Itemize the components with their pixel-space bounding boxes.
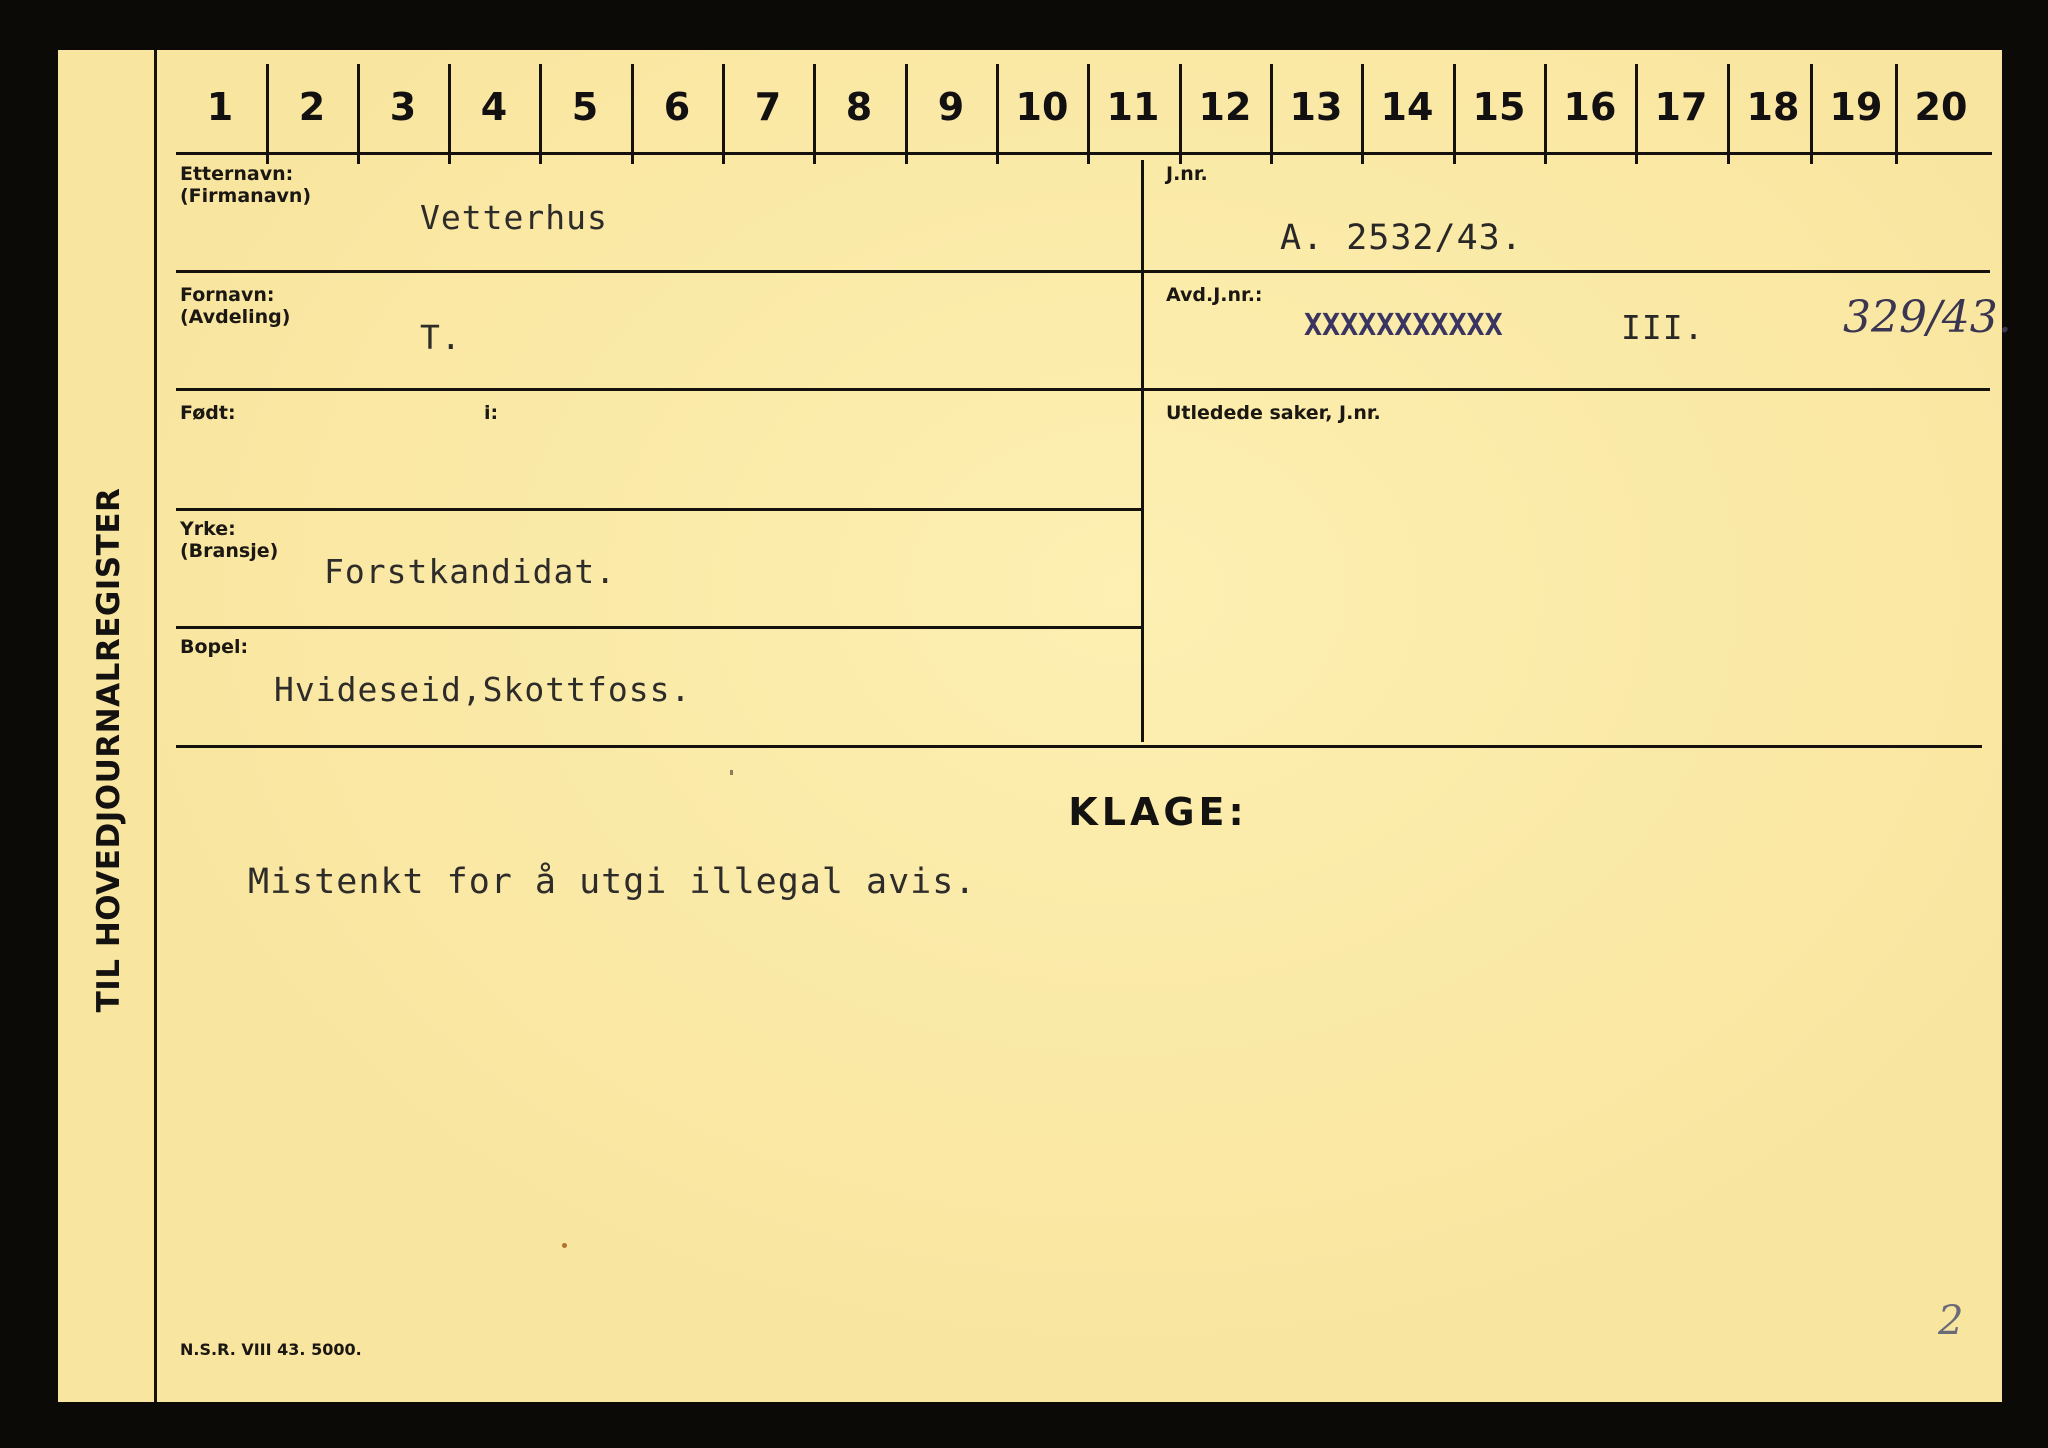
column-number: 6	[663, 85, 691, 129]
column-number: 8	[845, 85, 873, 129]
fornavn-value: T.	[420, 318, 462, 357]
column-number: 9	[937, 85, 965, 129]
fornavn-label: Fornavn: (Avdeling)	[180, 284, 291, 328]
jnr-value: A. 2532/43.	[1280, 218, 1523, 258]
etternavn-label: Etternavn: (Firmanavn)	[180, 163, 312, 207]
column-divider	[357, 64, 360, 164]
column-divider	[1727, 64, 1730, 164]
yrke-label: Yrke: (Bransje)	[180, 518, 279, 562]
column-number: 16	[1563, 85, 1617, 129]
column-divider	[1895, 64, 1898, 164]
column-divider	[813, 64, 816, 164]
avd-jnr-struck-value: XXXXXXXXXXX	[1304, 308, 1503, 343]
fodt-label: Født:	[180, 402, 236, 424]
field-rule	[176, 626, 1142, 629]
column-number: 1	[206, 85, 234, 129]
column-number: 7	[754, 85, 782, 129]
avd-jnr-handwritten: 329/43.	[1843, 292, 2012, 343]
utledede-label: Utledede saker, J.nr.	[1166, 402, 1381, 424]
klage-text: Mistenkt for å utgi illegal avis.	[248, 862, 977, 902]
field-rule	[1144, 270, 1990, 273]
field-rule	[176, 388, 1142, 391]
bopel-value: Hvideseid,Skottfoss.	[274, 670, 692, 709]
column-divider	[1810, 64, 1813, 164]
ink-speck	[730, 770, 733, 775]
fodt-sep: i:	[484, 402, 499, 424]
column-number: 19	[1829, 85, 1883, 129]
field-rule	[176, 270, 1142, 273]
klage-rule	[176, 745, 1982, 748]
column-divider	[1635, 64, 1638, 164]
column-number: 20	[1914, 85, 1968, 129]
column-number: 11	[1106, 85, 1160, 129]
column-divider	[266, 64, 269, 164]
column-number: 15	[1472, 85, 1526, 129]
left-border-line	[154, 50, 157, 1402]
yrke-value: Forstkandidat.	[324, 552, 617, 591]
column-number: 4	[480, 85, 508, 129]
column-divider	[1544, 64, 1547, 164]
avd-jnr-value: III.	[1621, 308, 1705, 347]
column-divider	[996, 64, 999, 164]
column-number: 18	[1746, 85, 1800, 129]
column-divider	[631, 64, 634, 164]
column-number: 3	[389, 85, 417, 129]
field-rule	[176, 508, 1142, 511]
column-number: 14	[1380, 85, 1434, 129]
etternavn-value: Vetterhus	[420, 198, 608, 237]
side-title: TIL HOVEDJOURNALREGISTER	[91, 487, 127, 1013]
field-rule	[1144, 388, 1990, 391]
ink-speck	[562, 1243, 567, 1248]
column-divider	[1361, 64, 1364, 164]
column-number: 17	[1654, 85, 1708, 129]
center-divider	[1141, 160, 1144, 742]
avd-jnr-label: Avd.J.nr.:	[1166, 284, 1263, 306]
print-code: N.S.R. VIII 43. 5000.	[180, 1340, 362, 1359]
column-divider	[905, 64, 908, 164]
column-divider	[1087, 64, 1090, 164]
column-divider	[1270, 64, 1273, 164]
bopel-label: Bopel:	[180, 636, 249, 658]
header-rule	[176, 152, 1992, 155]
column-divider	[1179, 64, 1182, 164]
column-number: 5	[571, 85, 599, 129]
column-number: 10	[1015, 85, 1069, 129]
jnr-label: J.nr.	[1166, 163, 1208, 185]
klage-title: KLAGE:	[1068, 790, 1248, 834]
column-number: 2	[298, 85, 326, 129]
column-number: 12	[1198, 85, 1252, 129]
column-divider	[539, 64, 542, 164]
column-divider	[722, 64, 725, 164]
corner-mark: 2	[1938, 1298, 1964, 1344]
register-card	[58, 50, 2012, 1402]
column-divider	[1453, 64, 1456, 164]
column-number: 13	[1289, 85, 1343, 129]
column-divider	[448, 64, 451, 164]
